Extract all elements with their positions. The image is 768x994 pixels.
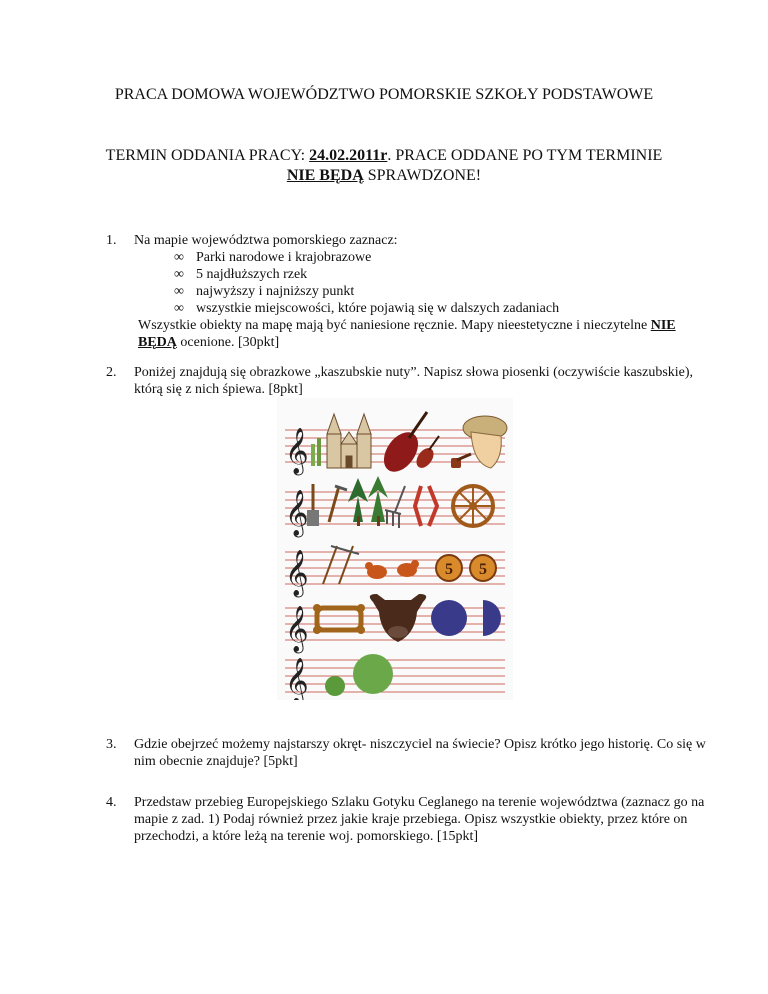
spade-icon	[307, 484, 319, 526]
staff-row	[285, 660, 505, 692]
deadline-prefix: TERMIN ODDANIA PRACY:	[105, 147, 310, 164]
list-item: ∞ 5 najdłuższych rzek	[174, 267, 308, 282]
task-4-text: Przedstaw przebieg Europejskiego Szlaku Gotyku Ceglanego na terenie województwa (zaznacz go na mapie z zad. 1) Podaj również przez jakie kraje przebiega. Opisz wszystkie obiekty, przez które on przechodzi, a które leżą na terenie woj. pomorskiego. [15pkt]	[134, 795, 705, 844]
task-1-note: Wszystkie obiekty na mapę mają być naniesione ręcznie. Mapy nieestetyczne i nieczytelne NIE BĘDĄ ocenione. [30pkt]	[138, 318, 676, 350]
infinity-bullet-icon: ∞	[174, 250, 184, 265]
treble-clef-icon: 𝄞	[285, 428, 309, 474]
coin-label: 5	[445, 561, 453, 578]
kaszubskie-nuty-rebus	[277, 398, 513, 700]
task-3	[106, 736, 706, 770]
deadline-date: 24.02.2011r	[309, 147, 388, 164]
half-ball-icon	[483, 600, 501, 636]
fisherman-head-icon	[463, 416, 507, 468]
small-ball-icon	[325, 676, 345, 696]
note-emphasis: NIE BĘDĄ	[138, 318, 676, 350]
hoe-icon	[329, 486, 347, 522]
treble-clef-icon: 𝄞	[285, 606, 309, 652]
infinity-bullet-icon: ∞	[174, 284, 184, 299]
treble-clef-icon: 𝄞	[285, 550, 309, 596]
infinity-bullet-icon: ∞	[174, 301, 184, 316]
bull-head-icon	[370, 594, 426, 642]
coin-icon	[436, 555, 462, 581]
wheel-icon	[453, 486, 493, 526]
deadline-end: SPRAWDZONE!	[363, 167, 482, 184]
coin-label: 5	[479, 561, 487, 578]
task-4	[106, 794, 706, 845]
list-item: ∞ Parki narodowe i krajobrazowe	[174, 250, 372, 265]
rebus-illustration	[277, 398, 513, 700]
treble-clef-icon: 𝄞	[285, 490, 309, 536]
task-number: 3.	[106, 737, 117, 752]
frame-icon	[313, 604, 365, 634]
infinity-bullet-icon: ∞	[174, 267, 184, 282]
task-3-text: Gdzie obejrzeć możemy najstarszy okręt- niszczyciel na świecie? Opisz krótko jego historię. Co się w nim obecnie znajduje? [5pkt]	[134, 737, 706, 769]
coin-icon	[470, 555, 496, 581]
task-number: 1.	[106, 233, 117, 248]
task-number: 2.	[106, 365, 117, 380]
deadline-emphasis: NIE BĘDĄ	[286, 167, 364, 184]
task-number: 4.	[106, 795, 117, 810]
double-bass-icon	[377, 412, 427, 478]
deadline-suffix: . PRACE ODDANE PO TYM TERMINIE	[387, 147, 663, 164]
list-item: ∞ najwyższy i najniższy punkt	[174, 284, 355, 299]
church-icon	[327, 414, 371, 468]
treble-clefs	[285, 428, 309, 700]
list-item: ∞ wszystkie miejscowości, które pojawią się w dalszych zadaniach	[174, 301, 560, 316]
treble-clef-icon: 𝄞	[285, 658, 309, 700]
ball-icon	[431, 600, 467, 636]
deadline-notice	[100, 146, 668, 186]
task-2	[106, 364, 706, 398]
big-ball-icon	[353, 654, 393, 694]
task-1-bullets	[174, 249, 706, 317]
task-1	[106, 232, 706, 351]
task-2-text: Poniżej znajdują się obrazkowe „kaszubskie nuty”. Napisz słowa piosenki (oczywiście kaszubskie), którą się z nich śpiewa. [8pkt]	[134, 365, 694, 397]
page-title: PRACA DOMOWA WOJEWÓDZTWO POMORSKIE SZKOŁY PODSTAWOWE	[114, 86, 654, 103]
task-1-intro: Na mapie województwa pomorskiego zaznacz:	[134, 233, 398, 248]
pipe-icon	[451, 454, 471, 468]
trees-icon	[348, 476, 388, 526]
